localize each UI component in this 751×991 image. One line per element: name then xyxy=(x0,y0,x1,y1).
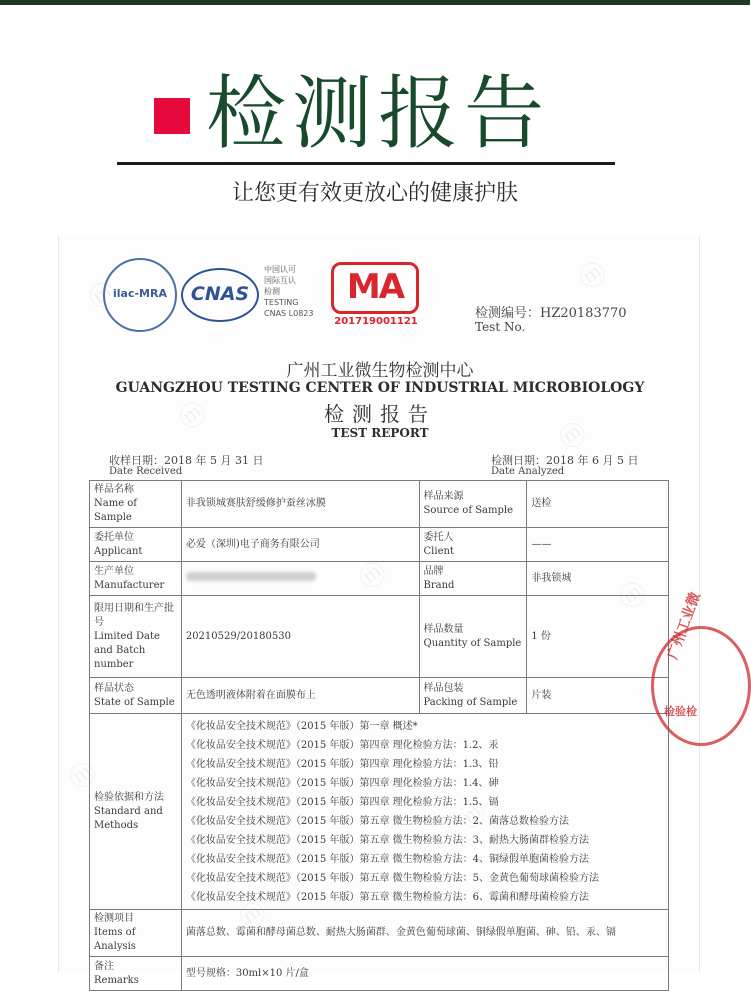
table-row xyxy=(90,957,669,991)
center-name-cn: 广州工业微生物检测中心 xyxy=(286,361,474,381)
method-item: 《化妆品安全技术规范》（2015 年版）第四章 理化检验方法：1.4、砷 xyxy=(185,777,499,789)
center-name-en: GUANGZHOU TESTING CENTER OF INDUSTRIAL MICROBIOLOGY xyxy=(115,380,645,396)
table-value: 型号规格：30ml×10 片/盒 xyxy=(181,957,668,991)
ilac-mra-logo: ilac-MRA xyxy=(103,258,177,332)
table-label: 限用日期和生产批号 Limited Date and Batch number xyxy=(90,596,182,678)
table-label: 委托单位 Applicant xyxy=(90,528,182,562)
official-seal: 广州工业微 检验检 xyxy=(651,626,751,746)
table-row xyxy=(90,596,669,678)
hero-section xyxy=(0,60,750,170)
date-received: 收样日期：2018 年 5 月 31 日 xyxy=(109,454,264,467)
watermark-icon: ⓜ xyxy=(64,756,103,797)
table-label: 检验依据和方法 Standard and Methods xyxy=(90,714,182,910)
method-item: 《化妆品安全技术规范》（2015 年版）第四章 理化检验方法：1.2、汞 xyxy=(185,739,499,751)
table-row xyxy=(90,714,669,910)
table-value-redacted xyxy=(181,562,419,596)
method-item: 《化妆品安全技术规范》（2015 年版）第五章 微生物检验方法：6、霉菌和酵母菌检验方法 xyxy=(185,891,589,903)
watermark-icon: ⓜ xyxy=(454,796,493,837)
accent-square-icon xyxy=(154,98,190,134)
table-value: 无色透明液体附着在面膜布上 xyxy=(181,678,419,714)
methods-list xyxy=(181,714,668,910)
method-item: 《化妆品安全技术规范》（2015 年版）第五章 微生物检验方法：5、金黄色葡萄球菌检验方法 xyxy=(185,872,599,884)
table-value: 非我锁城 xyxy=(527,562,669,596)
table-label: 样品数量 Quantity of Sample xyxy=(419,596,527,678)
watermark-icon: ⓜ xyxy=(614,576,653,617)
table-value: 送检 xyxy=(527,481,669,528)
table-value: 1 份 xyxy=(527,596,669,678)
watermark-icon: ⓜ xyxy=(554,416,593,457)
top-bar xyxy=(0,0,750,5)
table-value: 非我锁城赛肤舒缓修护蚕丝冰膜 xyxy=(181,481,419,528)
test-number-en: Test No. xyxy=(475,320,526,334)
method-item: 《化妆品安全技术规范》（2015 年版）第五章 微生物检验方法：4、铜绿假单胞菌检验方法 xyxy=(185,853,589,865)
table-row xyxy=(90,528,669,562)
method-item: 《化妆品安全技术规范》（2015 年版）第一章 概述* xyxy=(185,720,418,732)
table-label: 检测项目 Items of Analysis xyxy=(90,910,182,957)
table-label: 样品来源 Source of Sample xyxy=(419,481,527,528)
test-report-document xyxy=(58,236,704,986)
test-number: 检测编号：HZ20183770 xyxy=(475,306,627,321)
page-subtitle: 让您更有效更放心的健康护肤 xyxy=(231,181,518,206)
report-table xyxy=(89,480,669,991)
cma-number: 201719001121 xyxy=(334,316,418,327)
watermark-icon: ⓜ xyxy=(354,556,393,597)
table-value: 20210529/20180530 xyxy=(181,596,419,678)
table-label: 备注 Remarks xyxy=(90,957,182,991)
table-value: 必爱（深圳)电子商务有限公司 xyxy=(181,528,419,562)
table-label: 样品状态 State of Sample xyxy=(90,678,182,714)
table-row xyxy=(90,562,669,596)
table-label: 品牌 Brand xyxy=(419,562,527,596)
method-item: 《化妆品安全技术规范》（2015 年版）第五章 微生物检验方法：2、菌落总数检验方法 xyxy=(185,815,569,827)
table-row xyxy=(90,910,669,957)
method-item: 《化妆品安全技术规范》（2015 年版）第五章 微生物检验方法：3、耐热大肠菌群检验方法 xyxy=(185,834,589,846)
date-analyzed-en: Date Analyzed xyxy=(491,466,565,477)
table-label: 生产单位 Manufacturer xyxy=(90,562,182,596)
table-value: —— xyxy=(527,528,669,562)
title-divider xyxy=(117,162,615,165)
cnas-caption: 中国认可 国际互认 检测 TESTING CNAS L0823 xyxy=(264,265,314,318)
report-title-cn: 检测报告 xyxy=(324,402,436,426)
table-label: 样品名称 Name of Sample xyxy=(90,481,182,528)
table-value: 片装 xyxy=(527,678,669,714)
date-received-en: Date Received xyxy=(109,466,183,477)
method-item: 《化妆品安全技术规范》（2015 年版）第四章 理化检验方法：1.3、铅 xyxy=(185,758,499,770)
watermark-icon: ⓜ xyxy=(234,896,273,937)
table-label: 委托人 Client xyxy=(419,528,527,562)
cma-logo: MA xyxy=(331,262,419,314)
cnas-logo: CNAS xyxy=(181,268,259,322)
table-label: 样品包装 Packing of Sample xyxy=(419,678,527,714)
watermark-icon: ⓜ xyxy=(174,396,213,437)
table-row xyxy=(90,678,669,714)
watermark-icon: ⓜ xyxy=(84,276,123,317)
table-row xyxy=(90,481,669,528)
table-value: 菌落总数、霉菌和酵母菌总数、耐热大肠菌群、金黄色葡萄球菌、铜绿假单胞菌、砷、铅、汞、镉 xyxy=(181,910,668,957)
watermark-icon: ⓜ xyxy=(574,256,613,297)
method-item: 《化妆品安全技术规范》（2015 年版）第四章 理化检验方法：1.5、镉 xyxy=(185,796,499,808)
redacted-text xyxy=(186,572,316,581)
date-analyzed: 检测日期：2018 年 6 月 5 日 xyxy=(491,454,639,467)
report-title-en: TEST REPORT xyxy=(331,426,429,440)
page-title: 检测报告 xyxy=(206,67,550,160)
